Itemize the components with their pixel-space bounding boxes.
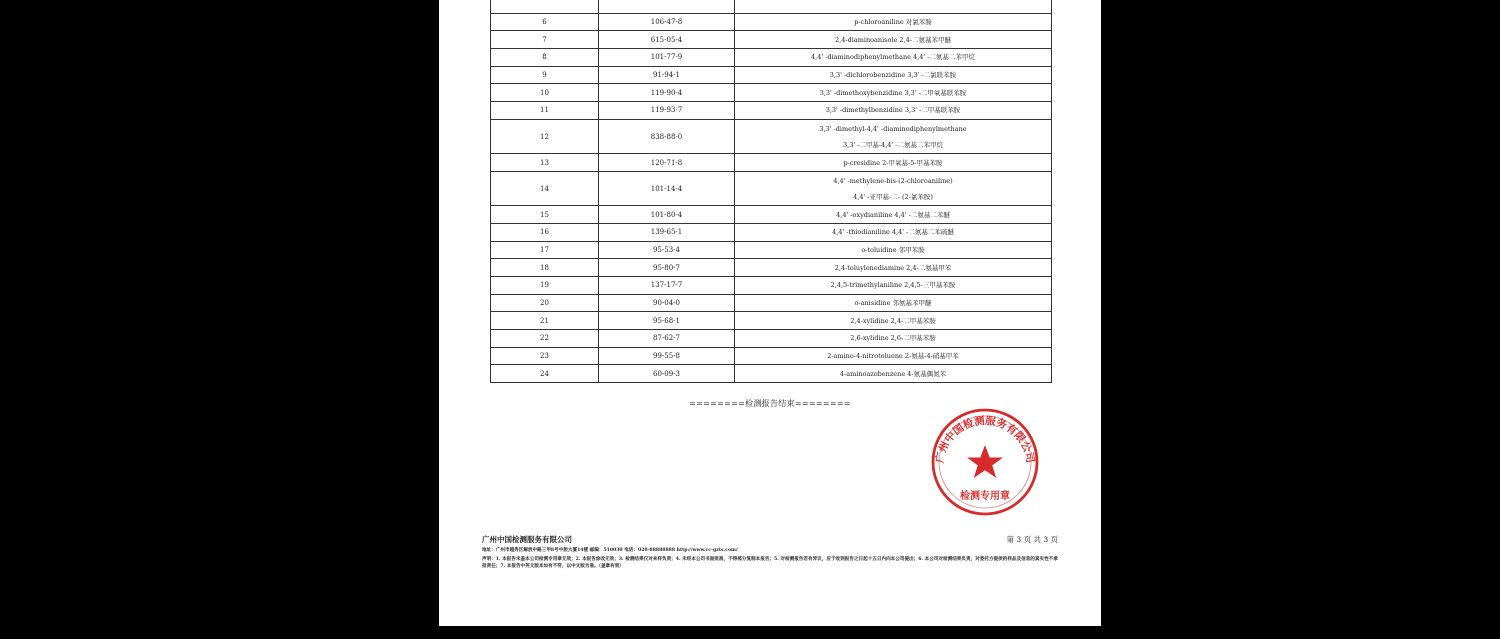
cas-number: 99-55-8 (599, 347, 735, 365)
row-number: 22 (491, 330, 599, 348)
substance-name-line: 2,4-xylidine 2,4-二甲基苯胺 (850, 316, 936, 325)
row-number: 15 (491, 206, 599, 224)
page-number: 第 3 页 共 3 页 (1006, 535, 1058, 544)
table-row (491, 31, 1052, 49)
substance-name (735, 154, 1052, 172)
row-number: 21 (491, 312, 599, 330)
cas-number: 101-14-4 (599, 171, 735, 205)
table-row (491, 13, 1052, 31)
substance-name-line: p-chloroaniline 对氯苯胺 (854, 18, 932, 27)
substance-name-line: 4,4' -methylene-bis-(2-chloroaniline) (833, 176, 953, 185)
substance-name (735, 347, 1052, 365)
official-seal (930, 407, 1040, 517)
row-number: 18 (491, 259, 599, 277)
table-row (491, 119, 1052, 153)
substance-name (735, 259, 1052, 277)
table-row (491, 154, 1052, 172)
substance-name (735, 330, 1052, 348)
substance-name (735, 171, 1052, 205)
substance-name (735, 312, 1052, 330)
substance-name-line: 2,6-xylidine 2,6-二甲基苯胺 (850, 334, 936, 343)
substance-name-line: 2,4,5-trimethylaniline 2,4,5-三甲基苯胺 (830, 281, 956, 290)
cas-number: 120-71-8 (599, 154, 735, 172)
substance-name-line: 2,4-diaminoanisole 2,4-二氨基苯甲醚 (835, 35, 951, 44)
row-number: 23 (491, 347, 599, 365)
substance-name-line: 3,3' -dimethoxybenzidine 3,3' -二甲氧基联苯胺 (819, 88, 967, 97)
table-row (491, 49, 1052, 67)
substance-name-line: o-toluidine 邻甲苯胺 (861, 246, 925, 254)
seal-purpose-text: 检测专用章 (960, 491, 1010, 502)
seal-star-icon (967, 445, 1003, 478)
row-number: 14 (491, 171, 599, 205)
footer-address: 地址：广州市越秀区解放中路三甲8号中旅大厦14楼 邮编：510030 电话：020-88888888 http://www.cc-gzts.com/ (482, 548, 738, 553)
cas-number: 615-05-4 (599, 31, 735, 49)
substance-name-line: 3,3' -dimethylbenzidine 3,3' -二甲基联苯胺 (825, 106, 961, 115)
table-row (491, 277, 1052, 295)
row-number: 24 (491, 365, 599, 383)
substance-name-line: o-anisidine 邻氨基苯甲醚 (854, 299, 932, 308)
substance-name (735, 84, 1052, 102)
substance-name-line: 4,4' -oxydianiline 4,4' -二氨基二苯醚 (836, 210, 950, 219)
cas-number: 95-68-1 (599, 312, 735, 330)
substance-name-line: 4-aminoazobenzene 4-氨基偶氮苯 (839, 369, 947, 378)
table-row (491, 171, 1052, 205)
substance-name (735, 119, 1052, 153)
substance-name-line: p-cresidine 2-甲氧基-5-甲基苯胺 (843, 158, 943, 167)
table-row (491, 206, 1052, 224)
row-number: 20 (491, 294, 599, 312)
table-row (491, 365, 1052, 383)
table-row (491, 259, 1052, 277)
cas-number: 95-80-7 (599, 259, 735, 277)
row-number: 17 (491, 241, 599, 259)
substance-name (735, 277, 1052, 295)
cas-number: 101-80-4 (599, 206, 735, 224)
row-number: 13 (491, 154, 599, 172)
substance-name-line: 3,3' -二甲基-4,4' -二氨基二苯甲烷 (843, 140, 943, 149)
substance-name (735, 49, 1052, 67)
table-row (491, 84, 1052, 102)
table-row (491, 66, 1052, 84)
row-number: 19 (491, 277, 599, 295)
report-page (439, 0, 1101, 626)
row-number: 10 (491, 84, 599, 102)
substance-name (735, 66, 1052, 84)
row-number: 11 (491, 102, 599, 120)
table-row (491, 102, 1052, 120)
row-number: 6 (491, 13, 599, 31)
row-number: 12 (491, 119, 599, 153)
restricted-amines-table (490, 0, 1052, 383)
row-number: 16 (491, 223, 599, 241)
row-number: 9 (491, 66, 599, 84)
table-row (491, 347, 1052, 365)
cas-number: 101-77-9 (599, 49, 735, 67)
row-number: 7 (491, 31, 599, 49)
substance-name-line: 2,4-toluylenediamine 2,4-二氨基甲苯 (834, 263, 952, 272)
substance-name (735, 13, 1052, 31)
table-row (491, 223, 1052, 241)
substance-name (735, 365, 1052, 383)
substance-name-line: 3,3' -dichlorobenzidine 3,3' -二氯联苯胺 (829, 71, 957, 80)
cas-number: 60-09-3 (599, 365, 735, 383)
substance-name-line: 4,4' -亚甲基-二- (2-氯苯胺) (853, 192, 933, 201)
table-row (491, 294, 1052, 312)
substance-name-line: 4,4' -diaminodiphenylmethane 4,4' -二氨基二苯甲烷 (811, 53, 975, 62)
substance-name-line: 2-amino-4-nitrotoluene 2-氨基-4-硝基甲苯 (827, 352, 959, 361)
table-row (491, 312, 1052, 330)
page-footer (482, 534, 1058, 570)
cas-number: 838-88-0 (599, 119, 735, 153)
substance-name (735, 102, 1052, 120)
substance-name-line: 4,4' -thiodianiline 4,4' -二氨基二苯硫醚 (832, 228, 954, 237)
cas-number: 139-65-1 (599, 223, 735, 241)
substance-name-line: 3,3' -dimethyl-4,4' -diaminodiphenylmethane (819, 124, 967, 133)
substance-name (735, 223, 1052, 241)
row-number: 8 (491, 49, 599, 67)
cas-number: 106-47-8 (599, 13, 735, 31)
cas-number: 87-62-7 (599, 330, 735, 348)
cas-number: 119-93-7 (599, 102, 735, 120)
footer-company: 广州中国检测服务有限公司 (482, 535, 572, 544)
substance-name (735, 206, 1052, 224)
substance-name (735, 294, 1052, 312)
table-row-partial (491, 0, 1052, 13)
footer-disclaimer: 声明：1. 本报告未盖本公司检测专用章无效；2. 本报告涂改无效；3. 检测结果仅对来样负责；4. 未经本公司书面批准，不得部分复制本报告；5. 对检测报告若有异议，应于收到报告之日起十五日内向本公司提出；6. 本公司对检测结果负责，对委托方提供的样品及信息的真实性不承担责任；7. 本报告中英文版本如有不符，以中文版为准。（盖章有效） (482, 557, 1058, 569)
cas-number: 95-53-4 (599, 241, 735, 259)
cas-number: 91-94-1 (599, 66, 735, 84)
cas-number: 119-90-4 (599, 84, 735, 102)
table-row (491, 330, 1052, 348)
substance-name (735, 241, 1052, 259)
cas-number: 137-17-7 (599, 277, 735, 295)
report-end-marker: ========检测报告结束======== (689, 399, 851, 408)
cas-number: 90-04-0 (599, 294, 735, 312)
table-row (491, 241, 1052, 259)
seal-company-text: 广州中国检测服务有限公司 (933, 414, 1037, 464)
substance-name (735, 31, 1052, 49)
